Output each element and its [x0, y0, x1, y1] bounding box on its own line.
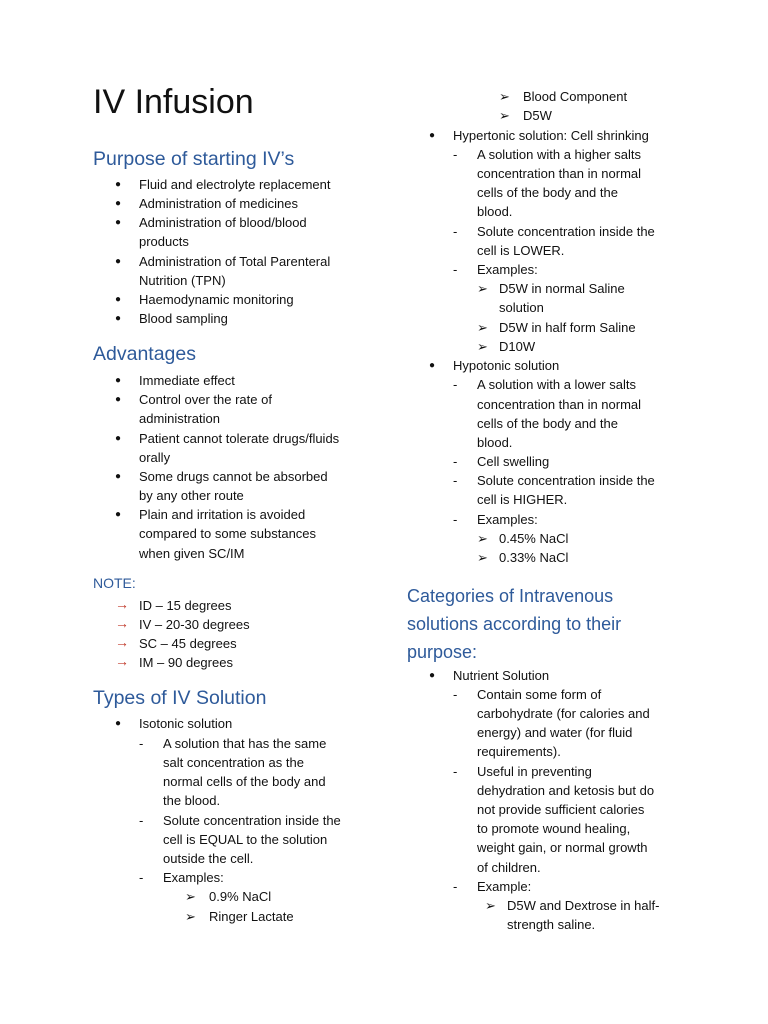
- text-line: Examples:: [477, 512, 538, 527]
- list-item: Hypertonic solution: Cell shrinking: [453, 128, 649, 143]
- text-line: Examples:: [477, 262, 538, 277]
- dash-icon: -: [453, 473, 458, 488]
- list-item: Administration of Total Parenteral: [139, 254, 331, 269]
- text-line: Contain some form of: [477, 687, 602, 702]
- list-item: when given SC/IM: [139, 546, 245, 561]
- bullet-icon: ●: [115, 394, 122, 405]
- arrowhead-icon: ➢: [477, 339, 488, 354]
- list-item: Administration of blood/blood: [139, 215, 307, 230]
- list-item: Haemodynamic monitoring: [139, 292, 294, 307]
- note-item: IV – 20-30 degrees: [139, 617, 250, 632]
- list-item: Hypotonic solution: [453, 358, 560, 373]
- text-line: salt concentration as the: [163, 755, 304, 770]
- list-item: Fluid and electrolyte replacement: [139, 177, 331, 192]
- dash-icon: -: [453, 147, 458, 162]
- list-item: Nutrition (TPN): [139, 273, 226, 288]
- bullet-icon: ●: [429, 670, 436, 681]
- dash-icon: -: [453, 764, 458, 779]
- bullet-icon: ●: [115, 217, 122, 228]
- example-item: 0.45% NaCl: [499, 531, 569, 546]
- list-item: products: [139, 234, 189, 249]
- arrow-icon: →: [115, 634, 129, 650]
- text-line: blood.: [477, 435, 513, 450]
- bullet-icon: ●: [115, 256, 122, 267]
- purpose-heading: Purpose of starting IV’s: [93, 148, 295, 170]
- dash-icon: -: [139, 813, 144, 828]
- text-line: cell is EQUAL to the solution: [163, 832, 328, 847]
- list-item: Immediate effect: [139, 373, 235, 388]
- example-item: Blood Component: [523, 89, 628, 104]
- text-line: A solution with a higher salts: [477, 147, 642, 162]
- list-item: Isotonic solution: [139, 716, 233, 731]
- arrowhead-icon: ➢: [499, 108, 510, 123]
- example-item: strength saline.: [507, 917, 596, 932]
- text-line: Solute concentration inside the: [477, 473, 655, 488]
- text-line: cells of the body and the: [477, 185, 618, 200]
- note-item: IM – 90 degrees: [139, 655, 233, 670]
- arrow-icon: →: [115, 615, 129, 631]
- categories-heading: solutions according to their: [407, 614, 622, 634]
- dash-icon: -: [453, 879, 458, 894]
- list-item: Some drugs cannot be absorbed: [139, 469, 328, 484]
- text-line: concentration than in normal: [477, 166, 642, 181]
- text-line: energy) and water (for fluid: [477, 725, 633, 740]
- list-item: Control over the rate of: [139, 392, 272, 407]
- example-item: Ringer Lactate: [209, 909, 294, 924]
- arrowhead-icon: ➢: [485, 898, 496, 913]
- list-item: Plain and irritation is avoided: [139, 507, 306, 522]
- list-item: Administration of medicines: [139, 196, 298, 211]
- arrowhead-icon: ➢: [185, 909, 196, 924]
- example-item: 0.33% NaCl: [499, 550, 569, 565]
- text-line: normal cells of the body and: [163, 774, 326, 789]
- arrowhead-icon: ➢: [477, 531, 488, 546]
- dash-icon: -: [453, 687, 458, 702]
- example-item: 0.9% NaCl: [209, 889, 272, 904]
- bullet-icon: ●: [429, 130, 436, 141]
- list-item: administration: [139, 411, 220, 426]
- text-line: outside the cell.: [163, 851, 254, 866]
- bullet-icon: ●: [115, 471, 122, 482]
- bullet-icon: ●: [115, 198, 122, 209]
- types-heading: Types of IV Solution: [93, 687, 267, 709]
- text-line: cell is HIGHER.: [477, 492, 568, 507]
- categories-heading: purpose:: [407, 642, 478, 662]
- arrow-icon: →: [115, 653, 129, 669]
- text-line: Cell swelling: [477, 454, 550, 469]
- arrowhead-icon: ➢: [477, 550, 488, 565]
- dash-icon: -: [139, 736, 144, 751]
- example-item: D10W: [499, 339, 536, 354]
- text-line: Solute concentration inside the: [477, 224, 655, 239]
- list-item: compared to some substances: [139, 526, 317, 541]
- advantages-heading: Advantages: [93, 343, 196, 365]
- list-item: Patient cannot tolerate drugs/fluids: [139, 431, 340, 446]
- text-line: cells of the body and the: [477, 416, 618, 431]
- dash-icon: -: [453, 262, 458, 277]
- text-line: Useful in preventing: [477, 764, 592, 779]
- bullet-icon: ●: [429, 360, 436, 371]
- categories-heading: Categories of Intravenous: [407, 586, 614, 606]
- list-item: by any other route: [139, 488, 244, 503]
- text-line: concentration than in normal: [477, 397, 642, 412]
- bullet-icon: ●: [115, 509, 122, 520]
- text-line: requirements).: [477, 744, 561, 759]
- dash-icon: -: [453, 224, 458, 239]
- arrowhead-icon: ➢: [185, 889, 196, 904]
- example-item: solution: [499, 300, 544, 315]
- arrowhead-icon: ➢: [477, 320, 488, 335]
- example-item: D5W in normal Saline: [499, 281, 625, 296]
- bullet-icon: ●: [115, 375, 122, 386]
- text-line: not provide sufficient calories: [477, 802, 645, 817]
- arrow-icon: →: [115, 596, 129, 612]
- bullet-icon: ●: [115, 313, 122, 324]
- bullet-icon: ●: [115, 718, 122, 729]
- dash-icon: -: [453, 454, 458, 469]
- list-item: orally: [139, 450, 171, 465]
- bullet-icon: ●: [115, 179, 122, 190]
- arrowhead-icon: ➢: [477, 281, 488, 296]
- note-item: SC – 45 degrees: [139, 636, 237, 651]
- text-line: cell is LOWER.: [477, 243, 565, 258]
- text-line: A solution with a lower salts: [477, 377, 636, 392]
- list-item: Blood sampling: [139, 311, 228, 326]
- text-line: Examples:: [163, 870, 224, 885]
- note-heading: NOTE:: [93, 575, 136, 591]
- example-item: D5W: [523, 108, 552, 123]
- text-line: Example:: [477, 879, 532, 894]
- text-line: carbohydrate (for calories and: [477, 706, 650, 721]
- arrowhead-icon: ➢: [499, 89, 510, 104]
- page-title: IV Infusion: [93, 83, 254, 121]
- text-line: weight gain, or normal growth: [477, 840, 648, 855]
- bullet-icon: ●: [115, 433, 122, 444]
- text-line: dehydration and ketosis but do: [477, 783, 655, 798]
- note-item: ID – 15 degrees: [139, 598, 232, 613]
- dash-icon: -: [453, 512, 458, 527]
- text-line: to promote wound healing,: [477, 821, 631, 836]
- text-line: A solution that has the same: [163, 736, 327, 751]
- text-line: the blood.: [163, 793, 221, 808]
- list-item: Nutrient Solution: [453, 668, 550, 683]
- text-line: blood.: [477, 204, 513, 219]
- dash-icon: -: [453, 377, 458, 392]
- text-line: of children.: [477, 860, 541, 875]
- example-item: D5W in half form Saline: [499, 320, 636, 335]
- dash-icon: -: [139, 870, 144, 885]
- text-line: Solute concentration inside the: [163, 813, 341, 828]
- bullet-icon: ●: [115, 294, 122, 305]
- example-item: D5W and Dextrose in half-: [507, 898, 660, 913]
